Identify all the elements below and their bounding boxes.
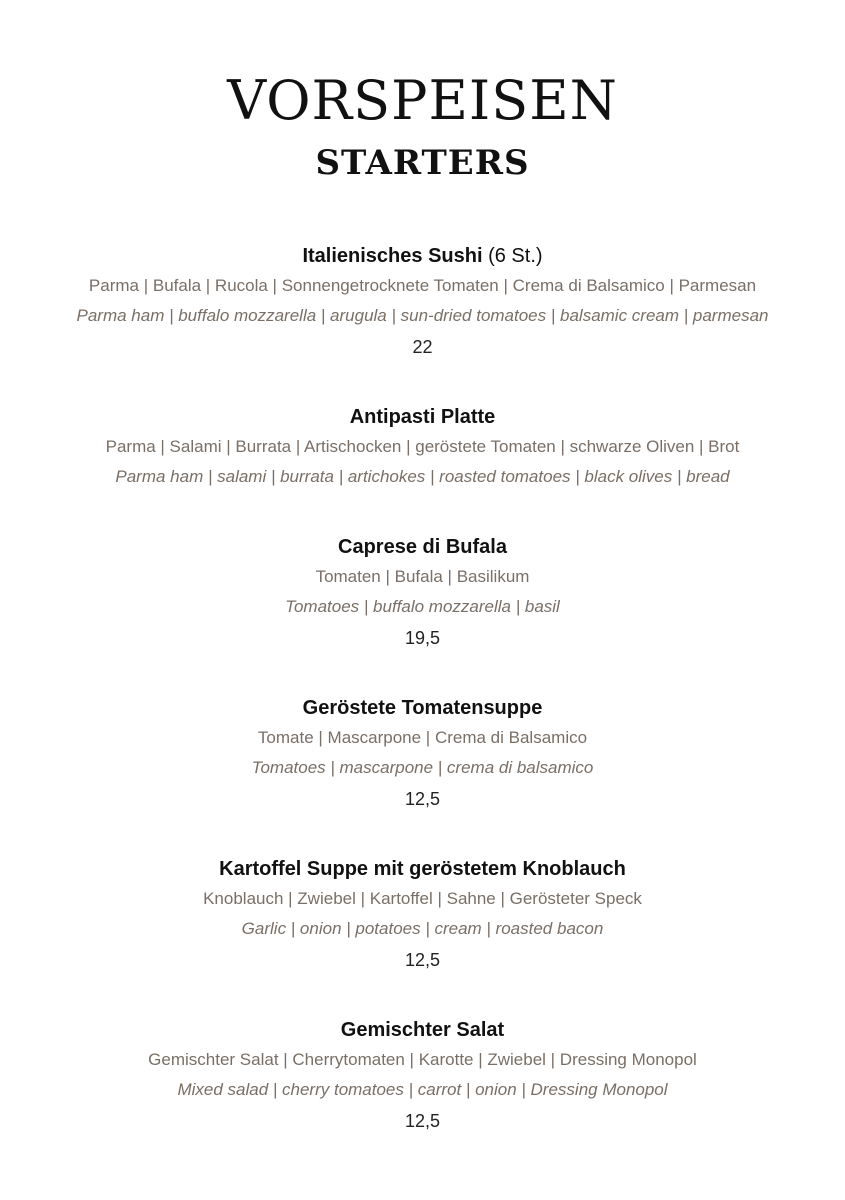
menu-item-name (0, 532, 845, 562)
menu-item-geroestete-tomatensuppe (0, 693, 845, 815)
menu-item-description-german: Parma | Salami | Burrata | Artischocken | geröstete Tomaten | schwarze Oliven | Brot (105, 437, 740, 456)
page-subtitle: STARTERS (315, 143, 530, 183)
menu-item-price: 12,5 (404, 1111, 441, 1131)
menu-item-name (0, 1015, 845, 1045)
menu-item-title: Antipasti Platte (349, 406, 496, 428)
menu-item-price: 12,5 (404, 950, 441, 970)
menu-item-antipasti-platte (0, 402, 845, 492)
menu-item-title: Kartoffel Suppe mit geröstetem Knoblauch (219, 858, 626, 880)
menu-item-name (0, 402, 845, 432)
menu-item-description-english: Tomatoes | buffalo mozzarella | basil (285, 597, 560, 616)
menu-item-italienisches-sushi (0, 241, 845, 363)
menu-item-quantity: (6 St.) (488, 245, 543, 267)
menu-item-price: 22 (412, 337, 433, 357)
menu-item-description-english: Tomatoes | mascarpone | crema di balsamico (251, 758, 594, 777)
menu-item-description-english: Parma ham | buffalo mozzarella | arugula | sun-dried tomatoes | balsamic cream | parmesan (76, 306, 769, 325)
menu-item-price: 19,5 (404, 628, 441, 648)
menu-item-description-english: Mixed salad | cherry tomatoes | carrot | onion | Dressing Monopol (177, 1080, 668, 1099)
page-title: VORSPEISEN (227, 69, 618, 132)
menu-item-caprese-di-bufala (0, 532, 845, 654)
menu-item-description-english: Parma ham | salami | burrata | artichokes | roasted tomatoes | black olives | bread (115, 467, 730, 486)
menu-item-description-german: Tomate | Mascarpone | Crema di Balsamico (257, 728, 588, 747)
menu-item-title: Italienisches Sushi (302, 245, 483, 267)
menu-item-name (0, 693, 845, 723)
menu-item-name (0, 241, 845, 271)
menu-item-description-german: Gemischter Salat | Cherrytomaten | Karotte | Zwiebel | Dressing Monopol (148, 1050, 697, 1069)
menu-item-price: 12,5 (404, 789, 441, 809)
menu-item-title: Gemischter Salat (340, 1019, 505, 1041)
menu-item-gemischter-salat (0, 1015, 845, 1137)
menu-item-title: Caprese di Bufala (338, 536, 507, 558)
menu-item-description-german: Parma | Bufala | Rucola | Sonnengetrocknete Tomaten | Crema di Balsamico | Parmesan (88, 276, 757, 295)
menu-item-name (0, 854, 845, 884)
menu-item-title: Geröstete Tomatensuppe (302, 697, 543, 719)
menu-item-description-german: Tomaten | Bufala | Basilikum (315, 567, 530, 586)
menu-item-description-english: Garlic | onion | potatoes | cream | roasted bacon (241, 919, 604, 938)
menu-item-kartoffel-suppe (0, 854, 845, 976)
menu-item-description-german: Knoblauch | Zwiebel | Kartoffel | Sahne | Gerösteter Speck (203, 889, 642, 908)
